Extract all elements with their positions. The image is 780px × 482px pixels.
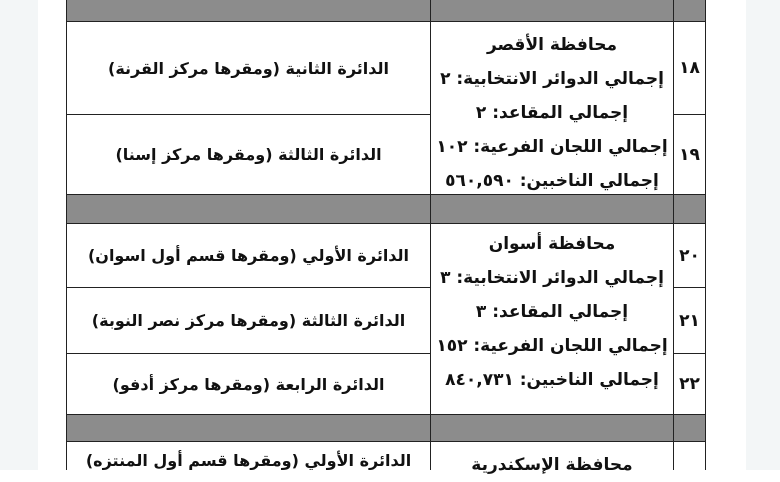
row-number: ١٩ [679, 144, 700, 165]
governorate-summary-luxor [431, 28, 673, 198]
total-committees: إجمالي اللجان الفرعية: ١٠٢ [436, 137, 668, 157]
district-cell: الدائرة الأولي (ومقرها قسم أول اسوان) [87, 246, 410, 265]
page-margin-left [0, 0, 38, 470]
separator-row [66, 414, 706, 442]
district-cell: الدائرة الثانية (ومقرها مركز القرنة) [108, 58, 390, 78]
governorate-name: محافظة الإسكندرية [471, 455, 633, 475]
row-number: ٢٠ [679, 245, 700, 266]
total-circles: إجمالي الدوائر الانتخابية: ٢ [440, 69, 664, 89]
district-cell: الدائرة الأولي (ومقرها قسم أول المنتزه) [85, 450, 412, 470]
total-circles: إجمالي الدوائر الانتخابية: ٣ [440, 268, 664, 288]
row-number: ٢٢ [679, 374, 700, 394]
governorate-name: محافظة أسوان [488, 234, 616, 254]
row-number: ١٨ [679, 58, 700, 78]
governorate-summary-alexandria [431, 448, 673, 482]
districts-table [66, 0, 706, 475]
district-cell: الدائرة الرابعة (ومقرها مركز أدفو) [112, 374, 385, 394]
total-voters: إجمالي الناخبين: ٥٦٠,٥٩٠ [445, 171, 659, 191]
district-cell: الدائرة الثالثة (ومقرها مركز نصر النوبة) [91, 311, 406, 330]
district-cell: الدائرة الثالثة (ومقرها مركز إسنا) [115, 145, 382, 164]
separator-row [66, 194, 706, 224]
page-margin-right [746, 0, 780, 470]
row-number: ٢١ [679, 310, 700, 331]
table-border [705, 0, 706, 470]
total-seats: إجمالي المقاعد: ٣ [475, 302, 629, 322]
total-committees: إجمالي اللجان الفرعية: ١٥٢ [436, 336, 668, 356]
governorate-name: محافظة الأقصر [486, 35, 618, 55]
governorate-summary-aswan [431, 227, 673, 397]
total-seats: إجمالي المقاعد: ٢ [475, 103, 629, 123]
total-voters: إجمالي الناخبين: ٨٤٠,٧٣١ [445, 370, 659, 390]
separator-row [66, 0, 706, 22]
